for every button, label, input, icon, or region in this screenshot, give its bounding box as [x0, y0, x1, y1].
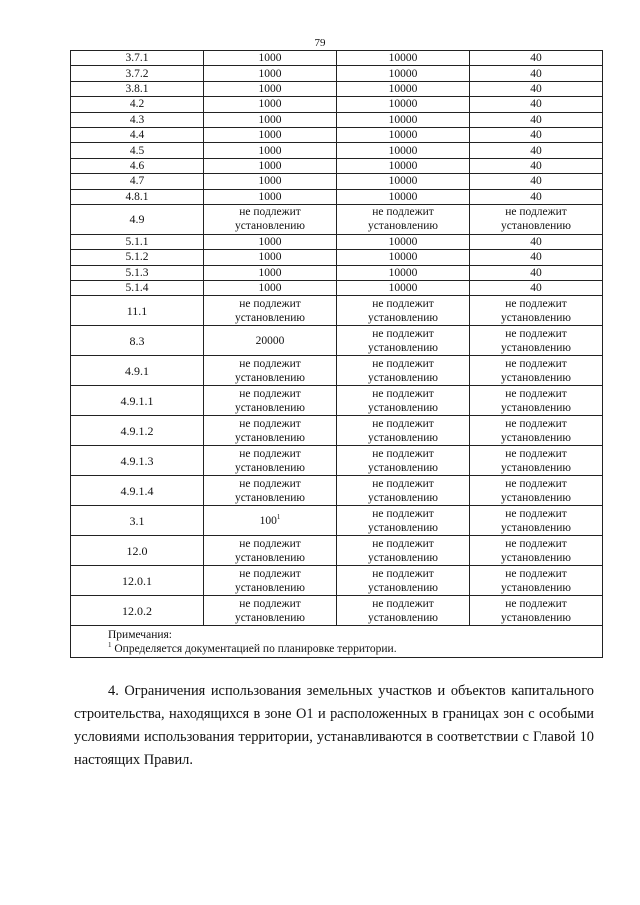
cell-c1 [204, 158, 337, 173]
cell-c2 [337, 476, 470, 506]
notes-row [71, 626, 603, 658]
cell-code [71, 143, 204, 158]
cell-text: установлению [367, 371, 439, 384]
footnote-text: Определяется документацией по планировке территории. [111, 643, 397, 656]
cell-text: 1000 [258, 159, 282, 172]
cell-text: 1000 [258, 251, 282, 264]
cell-c1 [204, 143, 337, 158]
cell-text: $100^1$ [259, 513, 281, 527]
cell-code [71, 234, 204, 249]
cell-text: 10000 [388, 175, 418, 188]
cell-text: 4.9.1.2 [120, 423, 154, 438]
cell-text: 4.4 [129, 129, 145, 142]
cell-text: не подлежит [239, 567, 301, 580]
cell-text: 1000 [258, 144, 282, 157]
cell-c2 [337, 281, 470, 296]
cell-c2 [337, 506, 470, 536]
cell-c3 [470, 97, 603, 112]
cell-text: 1000 [258, 236, 282, 249]
cell-text: 4.3 [129, 113, 145, 126]
cell-text: 1000 [258, 113, 282, 126]
cell-text: не подлежит [372, 387, 434, 400]
table-row [71, 112, 603, 127]
cell-c3 [470, 158, 603, 173]
cell-c2 [337, 265, 470, 280]
cell-text: 3.8.1 [125, 82, 149, 95]
cell-text: не подлежит [239, 417, 301, 430]
table-row [71, 204, 603, 234]
cell-text: 40 [530, 98, 542, 111]
cell-text: не подлежит [239, 447, 301, 460]
cell-text: установлению [500, 401, 572, 414]
cell-text: не подлежит [372, 447, 434, 460]
cell-text: 10000 [388, 82, 418, 95]
cell-text: 10000 [388, 251, 418, 264]
cell-code [71, 596, 204, 626]
cell-c1 [204, 566, 337, 596]
cell-code [71, 250, 204, 265]
footnote-ref: 1 [276, 513, 281, 522]
cell-text: не подлежит [505, 477, 567, 490]
cell-text: установлению [234, 431, 306, 444]
cell-text: установлению [234, 371, 306, 384]
cell-c2 [337, 174, 470, 189]
table-row [71, 174, 603, 189]
cell-text: не подлежит [372, 507, 434, 520]
cell-text: 10000 [388, 113, 418, 126]
cell-c1 [204, 536, 337, 566]
cell-code [71, 112, 204, 127]
cell-code [71, 174, 204, 189]
cell-text: 40 [530, 236, 542, 249]
cell-text: установлению [234, 551, 306, 564]
table-row [71, 536, 603, 566]
cell-code [71, 296, 204, 326]
cell-text: 5.1.4 [125, 282, 149, 295]
cell-text: 10000 [388, 159, 418, 172]
cell-text: установлению [500, 431, 572, 444]
cell-text: 4.6 [129, 159, 145, 172]
table-row [71, 566, 603, 596]
cell-c1 [204, 265, 337, 280]
cell-c2 [337, 250, 470, 265]
cell-text: не подлежит [505, 567, 567, 580]
cell-text: установлению [234, 491, 306, 504]
table-row [71, 326, 603, 356]
table-row [71, 386, 603, 416]
cell-text: 4.7 [129, 175, 145, 188]
cell-c3 [470, 66, 603, 81]
cell-c3 [470, 265, 603, 280]
cell-text: 12.0 [126, 543, 148, 558]
cell-code [71, 326, 204, 356]
cell-text: установлению [367, 551, 439, 564]
cell-text: 1000 [258, 67, 282, 80]
cell-text: не подлежит [239, 206, 301, 219]
cell-code [71, 566, 204, 596]
cell-text: 40 [530, 159, 542, 172]
table-row [71, 143, 603, 158]
cell-text: 1000 [258, 98, 282, 111]
cell-c1 [204, 446, 337, 476]
cell-text: 40 [530, 266, 542, 279]
cell-c2 [337, 97, 470, 112]
cell-c1 [204, 112, 337, 127]
cell-c3 [470, 127, 603, 142]
cell-text: 1000 [258, 82, 282, 95]
cell-code [71, 189, 204, 204]
cell-text: не подлежит [372, 597, 434, 610]
cell-text: 10000 [388, 52, 418, 65]
cell-text: не подлежит [239, 477, 301, 490]
cell-text: не подлежит [505, 357, 567, 370]
restrictions-paragraph: 4. Ограничения использования земельных участков и объектов капитального строительства, находящихся в зоне О1 и расположенных в границах зон с особыми условиями использования территории, устанавливаются в соответствии с Главой 10 настоящих Правил. [74, 683, 594, 768]
page-number: 79 [314, 37, 326, 49]
cell-text: не подлежит [372, 297, 434, 310]
cell-code [71, 127, 204, 142]
cell-text: 40 [530, 52, 542, 65]
cell-text: 1000 [258, 129, 282, 142]
cell-c2 [337, 158, 470, 173]
notes-cell [71, 626, 603, 658]
cell-text: установлению [234, 401, 306, 414]
cell-code [71, 66, 204, 81]
cell-c3 [470, 204, 603, 234]
cell-text: установлению [500, 371, 572, 384]
cell-text: 1000 [258, 190, 282, 203]
cell-text: установлению [234, 220, 306, 233]
cell-text: 11.1 [126, 303, 148, 318]
cell-c2 [337, 296, 470, 326]
cell-c3 [470, 356, 603, 386]
cell-code [71, 536, 204, 566]
cell-code [71, 446, 204, 476]
cell-c3 [470, 536, 603, 566]
cell-text: 40 [530, 129, 542, 142]
cell-text: 40 [530, 175, 542, 188]
table-row [71, 296, 603, 326]
cell-c2 [337, 356, 470, 386]
cell-text: не подлежит [372, 537, 434, 550]
cell-c3 [470, 296, 603, 326]
cell-c1 [204, 476, 337, 506]
cell-text: не подлежит [505, 537, 567, 550]
cell-c1 [204, 386, 337, 416]
cell-text: установлению [500, 551, 572, 564]
cell-text: 1000 [258, 175, 282, 188]
cell-c3 [470, 446, 603, 476]
cell-c1 [204, 81, 337, 96]
cell-c2 [337, 204, 470, 234]
cell-c3 [470, 566, 603, 596]
cell-text: 4.9 [129, 212, 145, 227]
cell-c2 [337, 112, 470, 127]
cell-c3 [470, 506, 603, 536]
cell-text: не подлежит [505, 327, 567, 340]
cell-text: установлению [500, 461, 572, 474]
cell-c3 [470, 234, 603, 249]
cell-text: установлению [500, 311, 572, 324]
cell-code [71, 281, 204, 296]
footnote [108, 642, 602, 656]
cell-text: не подлежит [505, 447, 567, 460]
cell-text: 10000 [388, 129, 418, 142]
table-row [71, 446, 603, 476]
cell-c2 [337, 536, 470, 566]
cell-text: не подлежит [239, 357, 301, 370]
cell-code [71, 97, 204, 112]
table-row [71, 66, 603, 81]
cell-c1 [204, 174, 337, 189]
cell-text: установлению [367, 431, 439, 444]
cell-text: не подлежит [505, 206, 567, 219]
cell-c3 [470, 326, 603, 356]
cell-code [71, 416, 204, 446]
cell-c2 [337, 66, 470, 81]
cell-text: 3.7.2 [125, 67, 149, 80]
table-row [71, 356, 603, 386]
table-row [71, 476, 603, 506]
cell-text: установлению [367, 521, 439, 534]
cell-text: не подлежит [239, 537, 301, 550]
cell-text: установлению [234, 611, 306, 624]
cell-text: не подлежит [505, 387, 567, 400]
cell-code [71, 265, 204, 280]
cell-text: установлению [367, 491, 439, 504]
cell-text: 10000 [388, 266, 418, 279]
cell-c2 [337, 566, 470, 596]
cell-text: не подлежит [239, 597, 301, 610]
cell-code [71, 204, 204, 234]
cell-text: 8.3 [129, 333, 145, 348]
table-row [71, 158, 603, 173]
cell-text: 40 [530, 67, 542, 80]
cell-text: 1000 [258, 282, 282, 295]
cell-text: 10000 [388, 236, 418, 249]
cell-text: не подлежит [505, 507, 567, 520]
cell-c2 [337, 416, 470, 446]
cell-c3 [470, 416, 603, 446]
cell-text: не подлежит [372, 417, 434, 430]
cell-text: 40 [530, 113, 542, 126]
cell-c3 [470, 174, 603, 189]
cell-text: не подлежит [372, 357, 434, 370]
cell-code [71, 476, 204, 506]
cell-text: установлению [367, 311, 439, 324]
cell-c3 [470, 143, 603, 158]
cell-c3 [470, 250, 603, 265]
cell-text: 4.9.1.3 [120, 453, 154, 468]
cell-c3 [470, 112, 603, 127]
cell-text: установлению [367, 401, 439, 414]
cell-text: 20000 [255, 334, 285, 347]
cell-c1 [204, 506, 337, 536]
cell-code [71, 81, 204, 96]
cell-text: 10000 [388, 144, 418, 157]
cell-c1 [204, 66, 337, 81]
table-row [71, 416, 603, 446]
cell-c1 [204, 296, 337, 326]
land-parameters-table [70, 50, 603, 658]
table-row [71, 127, 603, 142]
cell-c3 [470, 386, 603, 416]
cell-text: установлению [234, 461, 306, 474]
cell-text: 10000 [388, 282, 418, 295]
cell-text: 5.1.2 [125, 251, 149, 264]
cell-c3 [470, 189, 603, 204]
cell-code [71, 51, 204, 66]
cell-c2 [337, 326, 470, 356]
cell-code [71, 506, 204, 536]
cell-text: установлению [234, 311, 306, 324]
cell-c1 [204, 234, 337, 249]
cell-c3 [470, 81, 603, 96]
cell-text: не подлежит [372, 567, 434, 580]
cell-text: 40 [530, 190, 542, 203]
cell-text: 1000 [258, 266, 282, 279]
cell-c2 [337, 51, 470, 66]
cell-c2 [337, 446, 470, 476]
cell-text: 12.0.1 [122, 573, 152, 588]
cell-c1 [204, 281, 337, 296]
table-row [71, 51, 603, 66]
cell-c2 [337, 143, 470, 158]
cell-c1 [204, 127, 337, 142]
table-row [71, 506, 603, 536]
cell-text: установлению [500, 491, 572, 504]
cell-text: 10000 [388, 98, 418, 111]
cell-text: не подлежит [239, 387, 301, 400]
table-row [71, 265, 603, 280]
cell-c2 [337, 596, 470, 626]
cell-text: 4.9.1.1 [120, 393, 154, 408]
table-row [71, 189, 603, 204]
table-row [71, 281, 603, 296]
cell-text: 5.1.3 [125, 266, 149, 279]
cell-c3 [470, 51, 603, 66]
table-row [71, 596, 603, 626]
table-row [71, 81, 603, 96]
cell-text: не подлежит [372, 477, 434, 490]
cell-code [71, 386, 204, 416]
cell-text: 40 [530, 251, 542, 264]
footnote-mark: 1 [108, 641, 112, 650]
notes-title: Примечания: [108, 629, 172, 642]
cell-text: не подлежит [239, 297, 301, 310]
cell-text: установлению [500, 341, 572, 354]
cell-c2 [337, 234, 470, 249]
cell-text: 4.2 [129, 98, 145, 111]
cell-text: 4.8.1 [125, 190, 149, 203]
cell-text: 40 [530, 282, 542, 295]
cell-c1 [204, 97, 337, 112]
cell-text: не подлежит [505, 597, 567, 610]
cell-text: не подлежит [372, 327, 434, 340]
table-row [71, 234, 603, 249]
cell-text: не подлежит [372, 206, 434, 219]
cell-text: установлению [500, 521, 572, 534]
cell-c1 [204, 51, 337, 66]
cell-text: 40 [530, 82, 542, 95]
cell-text: 4.9.1.4 [120, 483, 154, 498]
cell-c1 [204, 250, 337, 265]
cell-code [71, 158, 204, 173]
cell-text: установлению [367, 611, 439, 624]
cell-text: не подлежит [505, 417, 567, 430]
cell-text: 4.9.1 [125, 363, 149, 378]
cell-text: установлению [500, 220, 572, 233]
table-body [71, 51, 603, 626]
cell-c3 [470, 476, 603, 506]
cell-c1 [204, 326, 337, 356]
cell-text: установлению [234, 581, 306, 594]
cell-c3 [470, 596, 603, 626]
table-row [71, 250, 603, 265]
cell-text: 3.1 [129, 513, 145, 528]
cell-c1 [204, 356, 337, 386]
cell-text: установлению [500, 611, 572, 624]
cell-text: 5.1.1 [125, 236, 149, 249]
cell-text: установлению [367, 461, 439, 474]
cell-c2 [337, 189, 470, 204]
cell-text: установлению [367, 341, 439, 354]
cell-text: не подлежит [505, 297, 567, 310]
cell-text: установлению [367, 581, 439, 594]
cell-c1 [204, 204, 337, 234]
cell-code [71, 356, 204, 386]
cell-text: 10000 [388, 190, 418, 203]
cell-c2 [337, 81, 470, 96]
cell-text: 1000 [258, 52, 282, 65]
cell-c1 [204, 596, 337, 626]
cell-text: 10000 [388, 67, 418, 80]
table-row [71, 97, 603, 112]
cell-c3 [470, 281, 603, 296]
cell-text: 4.5 [129, 144, 145, 157]
cell-c1 [204, 189, 337, 204]
cell-c2 [337, 386, 470, 416]
cell-text: установлению [500, 581, 572, 594]
cell-c2 [337, 127, 470, 142]
cell-text: 3.7.1 [125, 52, 149, 65]
cell-text: установлению [367, 220, 439, 233]
cell-c1 [204, 416, 337, 446]
cell-text: 40 [530, 144, 542, 157]
cell-text: 12.0.2 [122, 603, 152, 618]
